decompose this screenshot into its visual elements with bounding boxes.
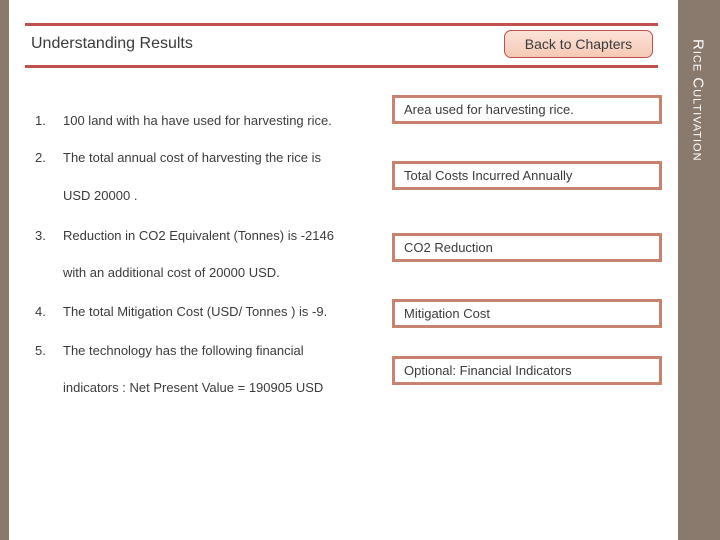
result-number: 2. [35,150,46,165]
back-to-chapters-button[interactable]: Back to Chapters [504,30,653,58]
left-accent-bar [0,0,9,540]
result-item-1 [35,113,332,128]
result-item-5 [35,343,304,358]
link-mitigation-cost[interactable]: Mitigation Cost [392,299,662,328]
result-item-3 [35,228,334,243]
link-co2-reduction[interactable]: CO2 Reduction [392,233,662,262]
result-text: The technology has the following financial [63,343,304,358]
result-number: 3. [35,228,46,243]
result-text: 100 land with ha have used for harvesting rice. [63,113,332,128]
result-item-4 [35,304,327,319]
header-top-rule [25,23,658,26]
result-text: Reduction in CO2 Equivalent (Tonnes) is -2146 [63,228,334,243]
header-bottom-rule [25,65,658,68]
side-title [683,0,713,200]
result-item-2-continued: USD 20000 . [63,188,138,203]
result-item-5-continued: indicators : Net Present Value = 190905 USD [63,380,324,395]
page-title: Understanding Results [31,35,193,52]
link-financial-indicators[interactable]: Optional: Financial Indicators [392,356,662,385]
result-text: The total annual cost of harvesting the rice is [63,150,321,165]
link-total-costs[interactable]: Total Costs Incurred Annually [392,161,662,190]
result-text: The total Mitigation Cost (USD/ Tonnes ) is -9. [63,304,328,319]
result-number: 4. [35,304,46,319]
link-area-used[interactable]: Area used for harvesting rice. [392,95,662,124]
result-number: 1. [35,113,46,128]
side-title-text: Rice Cultivation [689,38,707,162]
result-number: 5. [35,343,46,358]
result-item-2 [35,150,321,165]
result-item-3-continued: with an additional cost of 20000 USD. [63,265,280,280]
